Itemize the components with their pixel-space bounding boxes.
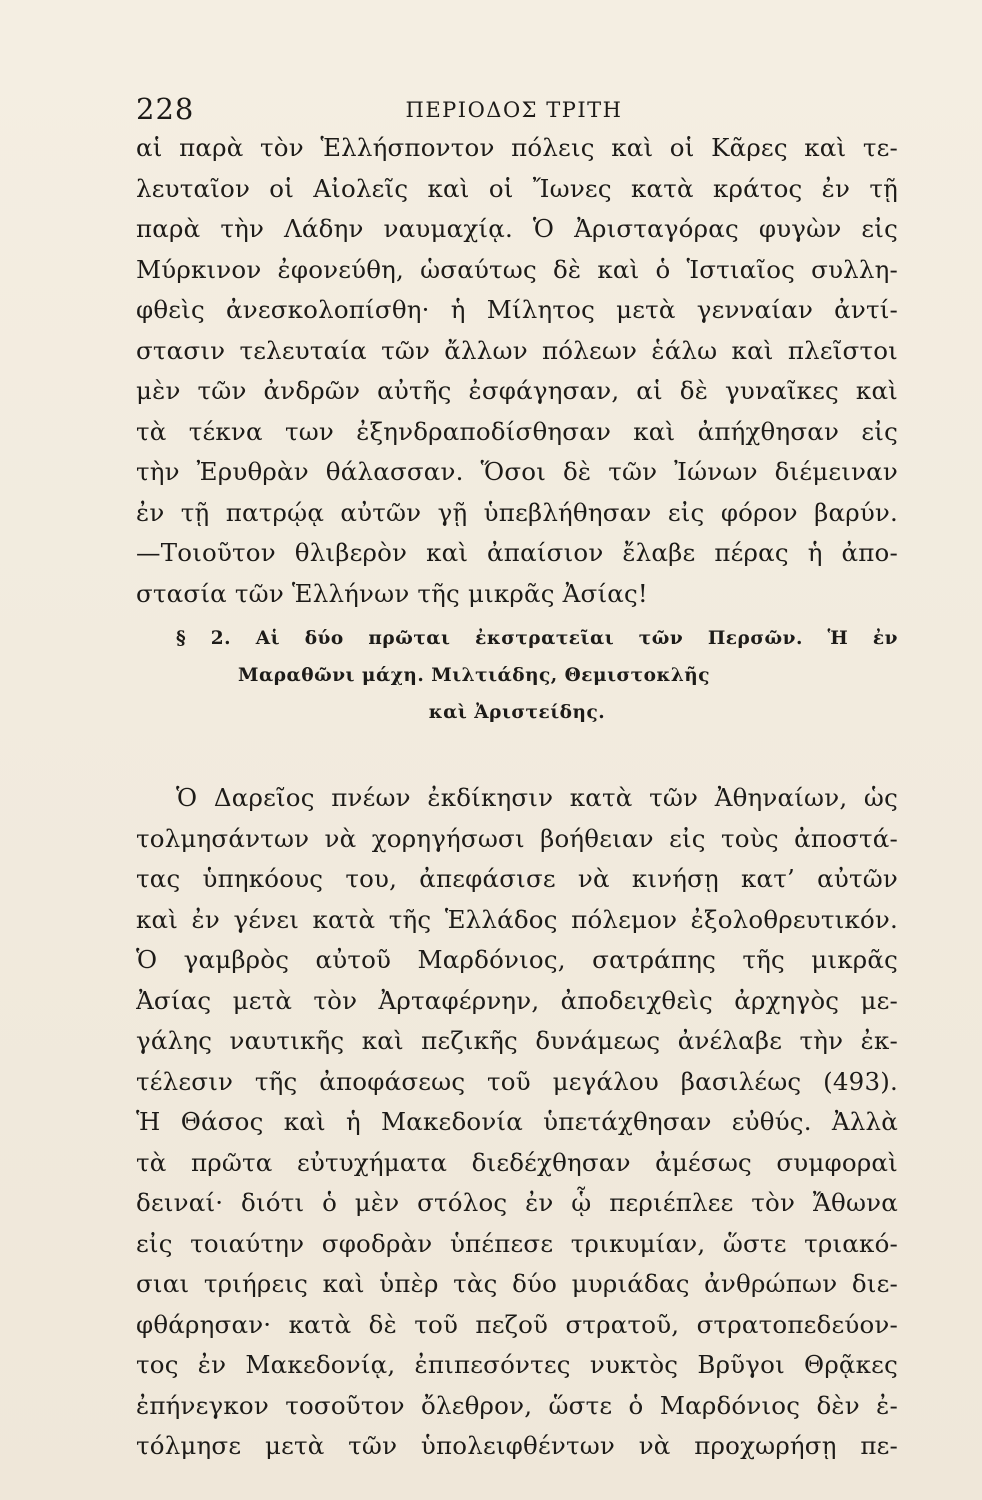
section-heading bbox=[136, 620, 898, 731]
text-line: τολμησάντων νὰ χορηγήσωσι βοήθειαν εἰς τοὺς ἀποστά- bbox=[136, 823, 898, 853]
text-line: τος ἐν Μακεδονίᾳ, ἐπιπεσόντες νυκτὸς Βρῦγοι Θρᾷκες bbox=[136, 1350, 898, 1379]
text-line: αἱ παρὰ τὸν Ἑλλήσποντον πόλεις καὶ οἱ Κᾶρες καὶ τε- bbox=[136, 133, 898, 162]
text-line: τας ὑπηκόους του, ἀπεφάσισε νὰ κινήσῃ κατ’ αὐτῶν bbox=[136, 864, 898, 893]
text-line: τέλεσιν τῆς ἀποφάσεως τοῦ μεγάλου βασιλέως (493). bbox=[136, 1066, 898, 1096]
text-line: τὰ τέκνα των ἐξηνδραποδίσθησαν καὶ ἀπήχθησαν εἰς bbox=[136, 416, 898, 446]
text-line: φθάρησαν· κατὰ δὲ τοῦ πεζοῦ στρατοῦ, στρατοπεδεύον- bbox=[136, 1309, 898, 1339]
section-heading-line: § 2. Αἱ δύο πρῶται ἐκστρατεῖαι τῶν Περσῶν. Ἡ ἐν bbox=[176, 628, 898, 649]
text-line: Ἀσίας μετὰ τὸν Ἀρταφέρνην, ἀποδειχθεὶς ἀρχηγὸς με- bbox=[136, 985, 898, 1015]
text-line: εἰς τοιαύτην σφοδρὰν ὑπέπεσε τρικυμίαν, ὥστε τριακό- bbox=[136, 1228, 898, 1258]
text-line: καὶ ἐν γένει κατὰ τῆς Ἑλλάδος πόλεμον ἐξολοθρευτικόν. bbox=[136, 904, 898, 934]
text-line: ἐν τῇ πατρῴᾳ αὐτῶν γῇ ὑπεβλήθησαν εἰς φόρον βαρύν. bbox=[136, 497, 898, 527]
text-line: παρὰ τὴν Λάδην ναυμαχίᾳ. Ὁ Ἀρισταγόρας φυγὼν εἰς bbox=[136, 214, 898, 243]
running-title: ΠΕΡΙΟΔΟΣ ΤΡΙΤΗ bbox=[405, 98, 623, 122]
text-line: λευταῖον οἱ Αἰολεῖς καὶ οἱ Ἴωνες κατὰ κράτος ἐν τῇ bbox=[136, 173, 898, 203]
text-line: τόλμησε μετὰ τῶν ὑπολειφθέντων νὰ προχωρήσῃ πε- bbox=[136, 1431, 898, 1460]
text-line: τὴν Ἐρυθρὰν θάλασσαν. Ὅσοι δὲ τῶν Ἰώνων διέμειναν bbox=[136, 457, 898, 486]
paragraph-one bbox=[136, 128, 898, 614]
text-line: στασία τῶν Ἑλλήνων τῆς μικρᾶς Ἀσίας! bbox=[136, 578, 648, 608]
text-line: —Τοιοῦτον θλιβερὸν καὶ ἀπαίσιον ἔλαβε πέρας ἡ ἀπο- bbox=[136, 538, 898, 567]
text-line: μὲν τῶν ἀνδρῶν αὐτῆς ἐσφάγησαν, αἱ δὲ γυναῖκες καὶ bbox=[136, 376, 898, 405]
paragraph-two bbox=[136, 778, 898, 1467]
section-heading-line: Μαραθῶνι μάχη. Μιλτιάδης, Θεμιστοκλῆς bbox=[238, 665, 711, 686]
text-line: δειναί· διότι ὁ μὲν στόλος ἐν ᾧ περιέπλεε τὸν Ἄθωνα bbox=[136, 1188, 898, 1217]
text-line: στασιν τελευταία τῶν ἄλλων πόλεων ἑάλω καὶ πλεῖστοι bbox=[136, 335, 898, 365]
text-line: Ἡ Θάσος καὶ ἡ Μακεδονία ὑπετάχθησαν εὐθύς. Ἀλλὰ bbox=[136, 1107, 898, 1136]
text-line: Ὁ Δαρεῖος πνέων ἐκδίκησιν κατὰ τῶν Ἀθηναίων, ὡς bbox=[176, 783, 898, 812]
section-heading-line: καὶ Ἀριστείδης. bbox=[428, 702, 606, 723]
text-line: Μύρκινον ἐφονεύθη, ὡσαύτως δὲ καὶ ὁ Ἱστιαῖος συλλη- bbox=[136, 254, 898, 284]
page-number: 228 bbox=[136, 92, 195, 126]
text-line: ἐπήνεγκον τοσοῦτον ὄλεθρον, ὥστε ὁ Μαρδόνιος δὲν ἐ- bbox=[136, 1390, 898, 1420]
text-line: φθεὶς ἀνεσκολοπίσθη· ἡ Μίλητος μετὰ γενναίαν ἀντί- bbox=[136, 295, 898, 324]
text-line: γάλης ναυτικῆς καὶ πεζικῆς δυνάμεως ἀνέλαβε τὴν ἐκ- bbox=[136, 1026, 898, 1055]
text-line: Ὁ γαμβρὸς αὐτοῦ Μαρδόνιος, σατράπης τῆς μικρᾶς bbox=[136, 945, 898, 974]
text-line: τὰ πρῶτα εὐτυχήματα διεδέχθησαν ἀμέσως συμφοραὶ bbox=[136, 1147, 898, 1177]
page-header bbox=[136, 92, 892, 132]
text-line: σιαι τριήρεις καὶ ὑπὲρ τὰς δύο μυριάδας ἀνθρώπων διε- bbox=[136, 1269, 898, 1298]
